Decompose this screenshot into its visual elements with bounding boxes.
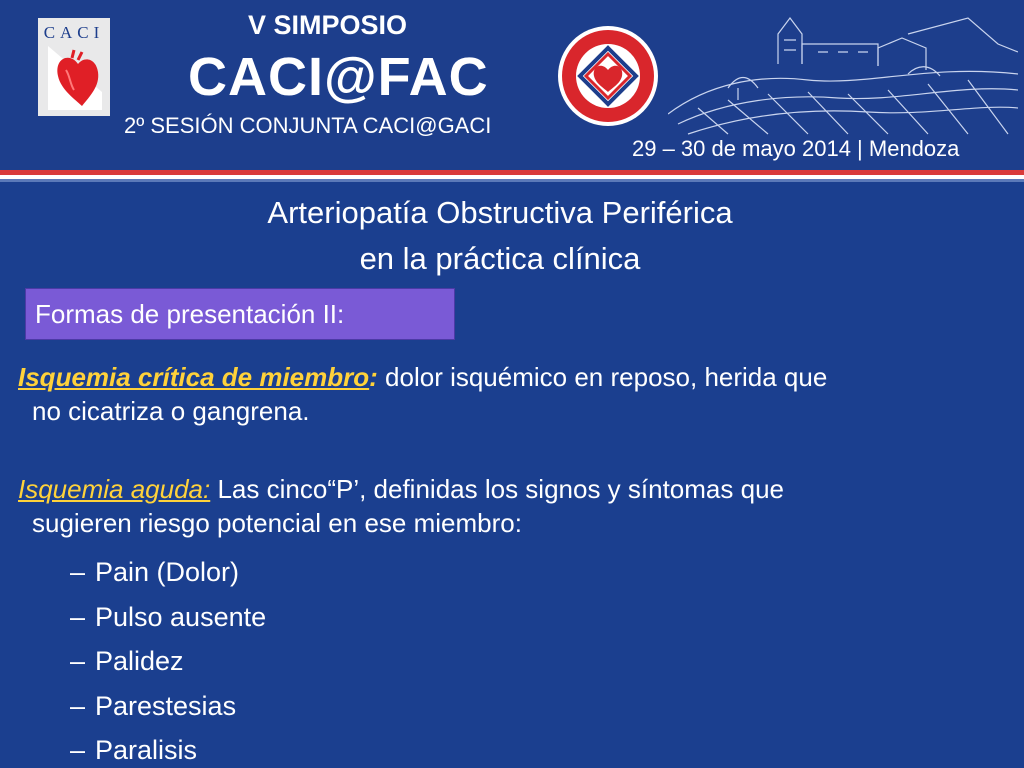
list-item-text: Paralisis	[95, 735, 198, 765]
dash-bullet: –	[70, 646, 86, 676]
list-item-text: Pulso ausente	[95, 601, 267, 632]
event-dates: 29 – 30 de mayo 2014 | Mendoza	[632, 136, 960, 161]
header-divider-blue	[0, 179, 1024, 182]
term-critical-ischemia: Isquemia crítica de miembro	[18, 362, 370, 392]
heart-icon	[48, 46, 102, 110]
dash-bullet: –	[70, 690, 86, 721]
dash-bullet: –	[70, 557, 86, 587]
subtitle-text: Formas de presentación II:	[35, 299, 345, 329]
event-line1: V SIMPOSIO	[248, 10, 408, 40]
list-item	[70, 550, 266, 595]
five-p-list	[70, 550, 266, 768]
fac-seal-icon	[556, 24, 660, 128]
slide-title	[0, 190, 1000, 282]
term-colon: :	[369, 362, 378, 392]
caci-logo	[38, 18, 110, 116]
list-item-text: Palidez	[95, 646, 184, 676]
dash-bullet: –	[70, 601, 86, 632]
subtitle-box	[25, 288, 455, 340]
event-line3: 2º SESIÓN CONJUNTA CACI@GACI	[124, 113, 492, 138]
list-item	[70, 684, 266, 729]
dash-bullet: –	[70, 735, 86, 765]
list-item-text: Pain (Dolor)	[95, 557, 240, 587]
paragraph2-text-b: sugieren riesgo potencial en ese miembro:	[32, 508, 522, 538]
paragraph-acute-ischemia	[18, 472, 1008, 540]
list-item	[70, 728, 266, 768]
paragraph-critical-ischemia	[18, 360, 1008, 428]
caci-logo-text: CACI	[43, 23, 105, 42]
list-item-text: Parestesias	[95, 690, 237, 721]
paragraph1-text-b: no cicatriza o gangrena.	[32, 396, 310, 426]
header-banner	[0, 0, 1024, 172]
paragraph1-text-a: dolor isquémico en reposo, herida que	[377, 362, 828, 392]
mendoza-landscape-icon	[668, 4, 1018, 136]
title-line1: Arteriopatía Obstructiva Periférica	[267, 195, 733, 230]
paragraph2-text-a: Las cinco“P’, definidas los signos y síntomas que	[210, 474, 784, 504]
list-item	[70, 639, 266, 684]
list-item	[70, 595, 266, 640]
term-acute-ischemia: Isquemia aguda:	[18, 474, 211, 504]
title-line2: en la práctica clínica	[359, 241, 641, 276]
event-line2: CACI@FAC	[188, 47, 489, 107]
